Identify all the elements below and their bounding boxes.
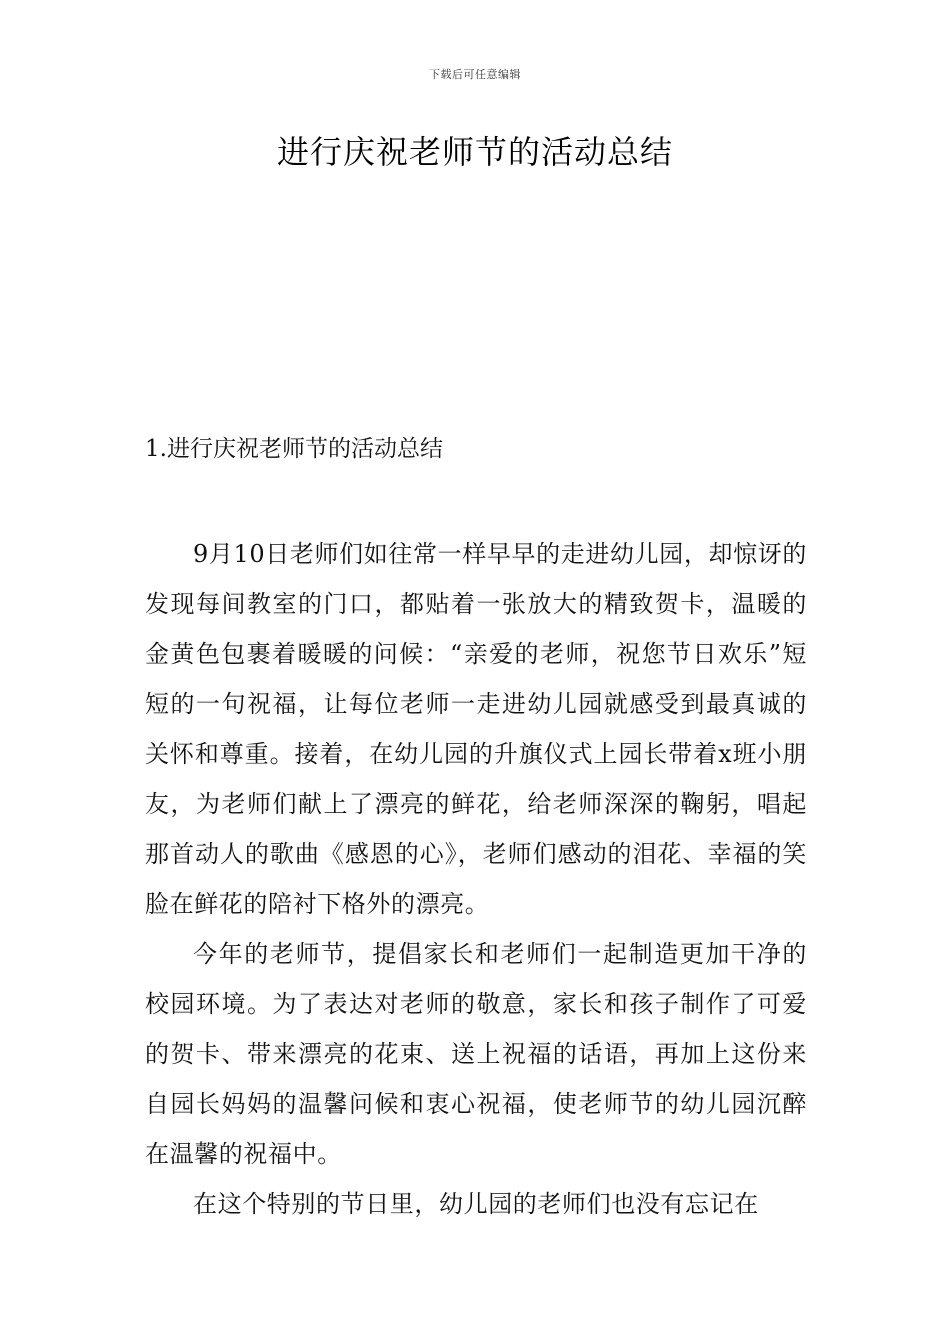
document-title: 进行庆祝老师节的活动总结 [276, 133, 673, 171]
header-note: 下载后可任意编辑 [429, 68, 521, 81]
section-heading: 1.进行庆祝老师节的活动总结 [145, 436, 443, 462]
paragraph-3: 在这个特别的节日里，幼儿园的老师们也没有忘记在 [193, 1190, 759, 1218]
paragraph-1: 9月10日老师们如往常一样早早的走进幼儿园，却惊讶的发现每间教室的门口，都贴着一张放大的精致贺卡，温暖的金黄色包裹着暖暖的问候：“亲爱的老师，祝您节日欢乐”短短的一句祝福，让每位老师一走进幼儿园就感受到最真诚的关怀和尊重。接着，在幼儿园的升旗仪式上园长带着x班小朋友，为老师们献上了漂亮的鲜花，给老师深深的鞠躬，唱起那首动人的歌曲《感恩的心》，老师们感动的泪花、幸福的笑脸在鲜花的陪衬下格外的漂亮。 [145, 540, 807, 918]
body-text [145, 529, 807, 1229]
paragraph-2: 今年的老师节，提倡家长和老师们一起制造更加干净的校园环境。为了表达对老师的敬意，家长和孩子制作了可爱的贺卡、带来漂亮的花束、送上祝福的话语，再加上这份来自园长妈妈的温馨问候和衷心祝福，使老师节的幼儿园沉醉在温馨的祝福中。 [145, 940, 807, 1168]
